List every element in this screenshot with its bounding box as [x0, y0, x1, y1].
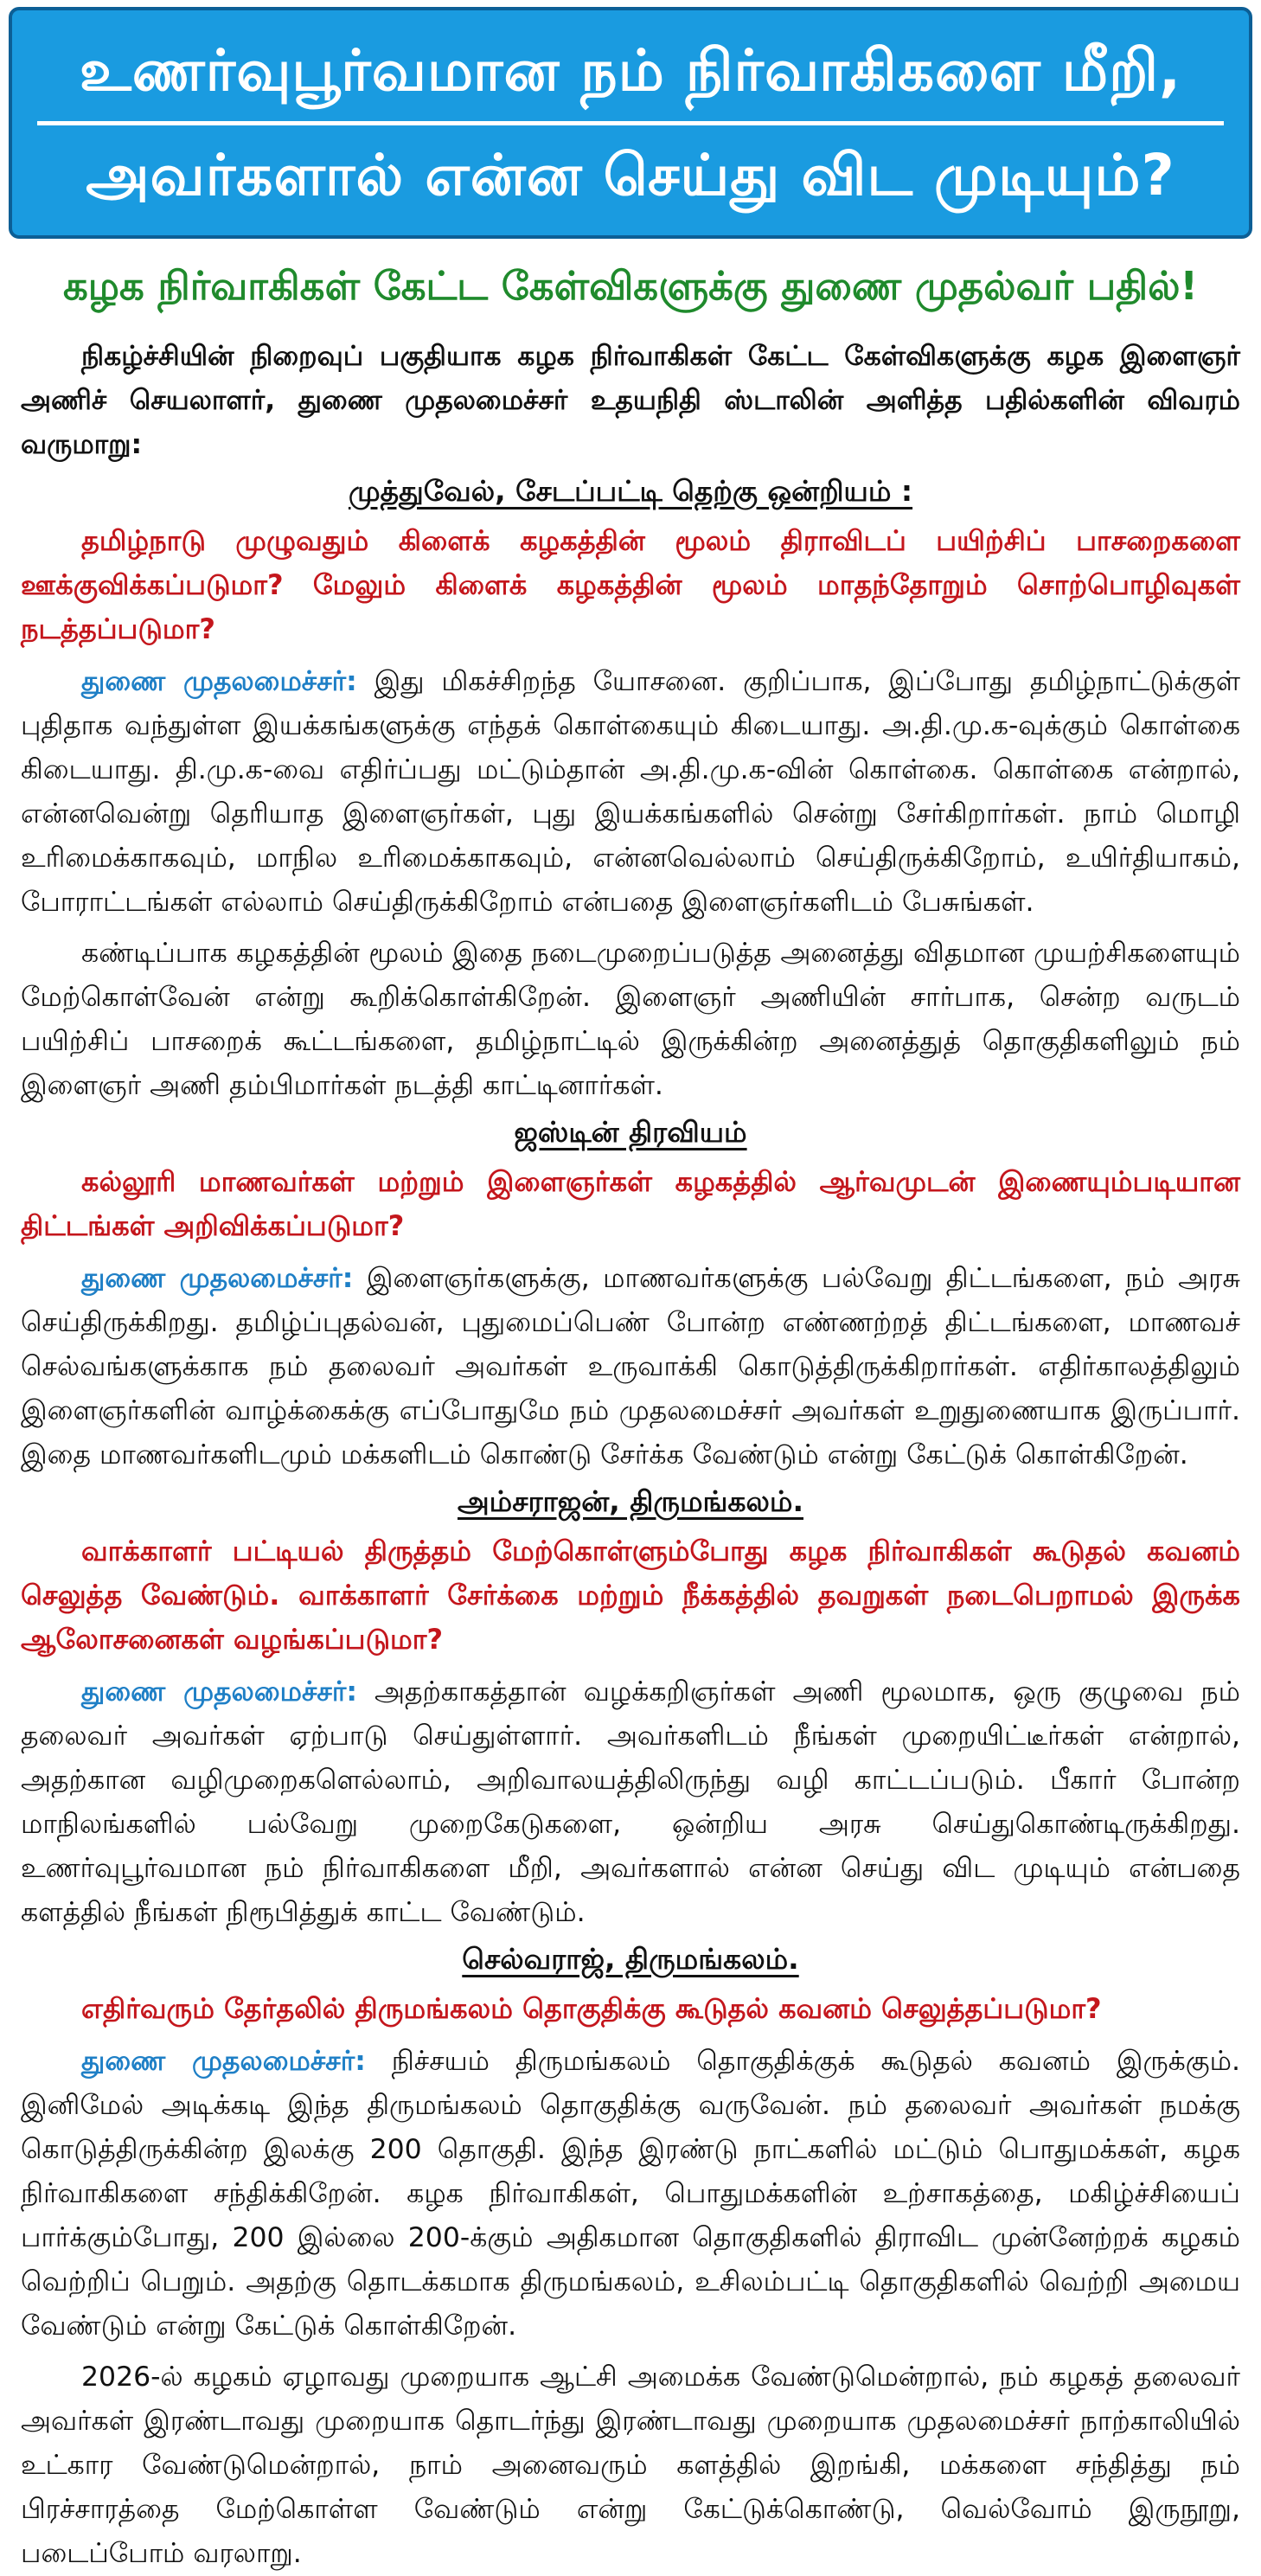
answer-label: துணை முதலமைச்சர்:	[81, 1676, 357, 1708]
article-body	[9, 335, 1252, 2576]
questioner-name: செல்வராஜ், திருமங்கலம்.	[462, 1942, 799, 1976]
answer-paragraph	[21, 2040, 1240, 2349]
answer-label: துணை முதலமைச்சர்:	[81, 2046, 366, 2077]
intro-paragraph: நிகழ்ச்சியின் நிறைவுப் பகுதியாக கழக நிர்வாகிகள் கேட்ட கேள்விகளுக்கு கழக இளைஞர் அணிச் செயலாளர், துணை முதலமைச்சர் உதயநிதி ஸ்டாலின் அளித்த பதில்களின் விவரம் வருமாறு:	[21, 341, 1240, 460]
questioner-name: முத்துவேல், சேடப்பட்டி தெற்கு ஒன்றியம் :	[348, 474, 913, 508]
headline-line-2: அவர்களால் என்ன செய்து விட முடியும்?	[86, 141, 1175, 208]
subheadline: கழக நிர்வாகிகள் கேட்ட கேள்விகளுக்கு துணை முதல்வர் பதில்!	[63, 263, 1198, 309]
answer-paragraph	[21, 660, 1240, 925]
question-text: கல்லூரி மாணவர்கள் மற்றும் இளைஞர்கள் கழகத்தில் ஆர்வமுடன் இணையும்படியான திட்டங்கள் அறிவிக்கப்படுமா?	[21, 1165, 1240, 1242]
question-text: வாக்காளர் பட்டியல் திருத்தம் மேற்கொள்ளும்போது கழக நிர்வாகிகள் கூடுதல் கவனம் செலுத்த வேண்டும். வாக்காளர் சேர்க்கை மற்றும் நீக்கத்தில் தவறுகள் நடைபெறாமல் இருக்க ஆலோசனைகள் வழங்கப்படுமா?	[21, 1535, 1240, 1656]
questioner-name: அம்சராஜன், திருமங்கலம்.	[457, 1484, 803, 1518]
answer-text: இளைஞர்களுக்கு, மாணவர்களுக்கு பல்வேறு திட்டங்களை, நம் அரசு செய்திருக்கிறது. தமிழ்ப்புதல்வன், புதுமைப்பெண் போன்ற எண்ணற்றத் திட்டங்களை, மாணவச் செல்வங்களுக்காக நம் தலைவர் அவர்கள் உருவாக்கி கொடுத்திருக்கிறார்கள். எதிர்காலத்திலும் இளைஞர்களின் வாழ்க்கைக்கு எப்போதுமே நம் முதலமைச்சர் அவர்கள் உறுதுணையாக இருப்பார். இதை மாணவர்களிடமும் மக்களிடம் கொண்டு சேர்க்க வேண்டும் என்று கேட்டுக் கொள்கிறேன்.	[21, 1263, 1240, 1471]
question-text: தமிழ்நாடு முழுவதும் கிளைக் கழகத்தின் மூலம் திராவிடப் பயிற்சிப் பாசறைகளை ஊக்குவிக்கப்படுமா? மேலும் கிளைக் கழகத்தின் மூலம் மாதந்தோறும் சொற்பொழிவுகள் நடத்தப்படுமா?	[21, 524, 1241, 645]
headline-divider	[37, 121, 1225, 125]
answer-paragraph	[21, 1670, 1240, 1935]
questioner-name: ஜஸ்டின் திரவியம்	[514, 1115, 747, 1149]
closing-paragraph: 2026-ல் கழகம் ஏழாவது முறையாக ஆட்சி அமைக்க வேண்டுமென்றால், நம் கழகத் தலைவர் அவர்கள் இரண்டாவது முறையாக தொடர்ந்து இரண்டாவது முறையாக முதலமைச்சர் நாற்காலியில் உட்கார வேண்டுமென்றால், நாம் அனைவரும் களத்தில் இறங்கி, மக்களை சந்தித்து நம் பிரச்சாரத்தை மேற்கொள்ள வேண்டும் என்று கேட்டுக்கொண்டு, வெல்வோம் இருநூறு, படைப்போம் வரலாறு.	[21, 2361, 1240, 2569]
answer-text: அதற்காகத்தான் வழக்கறிஞர்கள் அணி மூலமாக, ஒரு குழுவை நம் தலைவர் அவர்கள் ஏற்பாடு செய்துள்ளார். அவர்களிடம் நீங்கள் முறையிட்டீர்கள் என்றால், அதற்கான வழிமுறைகளெல்லாம், அறிவாலயத்திலிருந்து வழி காட்டப்படும். பீகார் போன்ற மாநிலங்களில் பல்வேறு முறைகேடுகளை, ஒன்றிய அரசு செய்துகொண்டிருக்கிறது. உணர்வுபூர்வமான நம் நிர்வாகிகளை மீறி, அவர்களால் என்ன செய்து விட முடியும் என்பதை களத்தில் நீங்கள் நிரூபித்துக் காட்ட வேண்டும்.	[21, 1676, 1240, 1928]
headline-banner	[9, 7, 1252, 239]
question-text: எதிர்வரும் தேர்தலில் திருமங்கலம் தொகுதிக்கு கூடுதல் கவனம் செலுத்தப்படுமா?	[81, 1992, 1102, 2025]
answer-text: இது மிகச்சிறந்த யோசனை. குறிப்பாக, இப்போது தமிழ்நாட்டுக்குள் புதிதாக வந்துள்ள இயக்கங்களுக்கு எந்தக் கொள்கையும் கிடையாது. அ.தி.மு.க-வுக்கும் கொள்கை கிடையாது. தி.மு.க-வை எதிர்ப்பது மட்டும்தான் அ.தி.மு.க-வின் கொள்கை. கொள்கை என்றால், என்னவென்று தெரியாத இளைஞர்கள், புது இயக்கங்களில் சென்று சேர்கிறார்கள். நாம் மொழி உரிமைக்காகவும், மாநில உரிமைக்காகவும், என்னவெல்லாம் செய்திருக்கிறோம், உயிர்தியாகம், போராட்டங்கள் எல்லாம் செய்திருக்கிறோம் என்பதை இளைஞர்களிடம் பேசுங்கள்.	[21, 666, 1240, 918]
answer-text: நிச்சயம் திருமங்கலம் தொகுதிக்குக் கூடுதல் கவனம் இருக்கும். இனிமேல் அடிக்கடி இந்த திருமங்கலம் தொகுதிக்கு வருவேன். நம் தலைவர் அவர்கள் நமக்கு கொடுத்திருக்கின்ற இலக்கு 200 தொகுதி. இந்த இரண்டு நாட்களில் மட்டும் பொதுமக்கள், கழக நிர்வாகிகளை சந்திக்கிறேன். கழக நிர்வாகிகள், பொதுமக்களின் உற்சாகத்தை, மகிழ்ச்சியைப் பார்க்கும்போது, 200 இல்லை 200-க்கும் அதிகமான தொகுதிகளில் திராவிட முன்னேற்றக் கழகம் வெற்றிப் பெறும். அதற்கு தொடக்கமாக திருமங்கலம், உசிலம்பட்டி தொகுதிகளில் வெற்றி அமைய வேண்டும் என்று கேட்டுக் கொள்கிறேன்.	[21, 2046, 1240, 2342]
headline-line-1: உணர்வுபூர்வமான நம் நிர்வாகிகளை மீறி,	[79, 36, 1182, 104]
answer-continuation: கண்டிப்பாக கழகத்தின் மூலம் இதை நடைமுறைப்படுத்த அனைத்து விதமான முயற்சிகளையும் மேற்கொள்வேன் என்று கூறிக்கொள்கிறேன். இளைஞர் அணியின் சார்பாக, சென்ற வருடம் பயிற்சிப் பாசறைக் கூட்டங்களை, தமிழ்நாட்டில் இருக்கின்ற அனைத்துத் தொகுதிகளிலும் நம் இளைஞர் அணி தம்பிமார்கள் நடத்தி காட்டினார்கள்.	[21, 938, 1240, 1101]
answer-label: துணை முதலமைச்சர்:	[81, 1263, 354, 1294]
page	[0, 7, 1261, 2569]
answer-label: துணை முதலமைச்சர்:	[81, 666, 357, 697]
answer-paragraph	[21, 1257, 1240, 1477]
